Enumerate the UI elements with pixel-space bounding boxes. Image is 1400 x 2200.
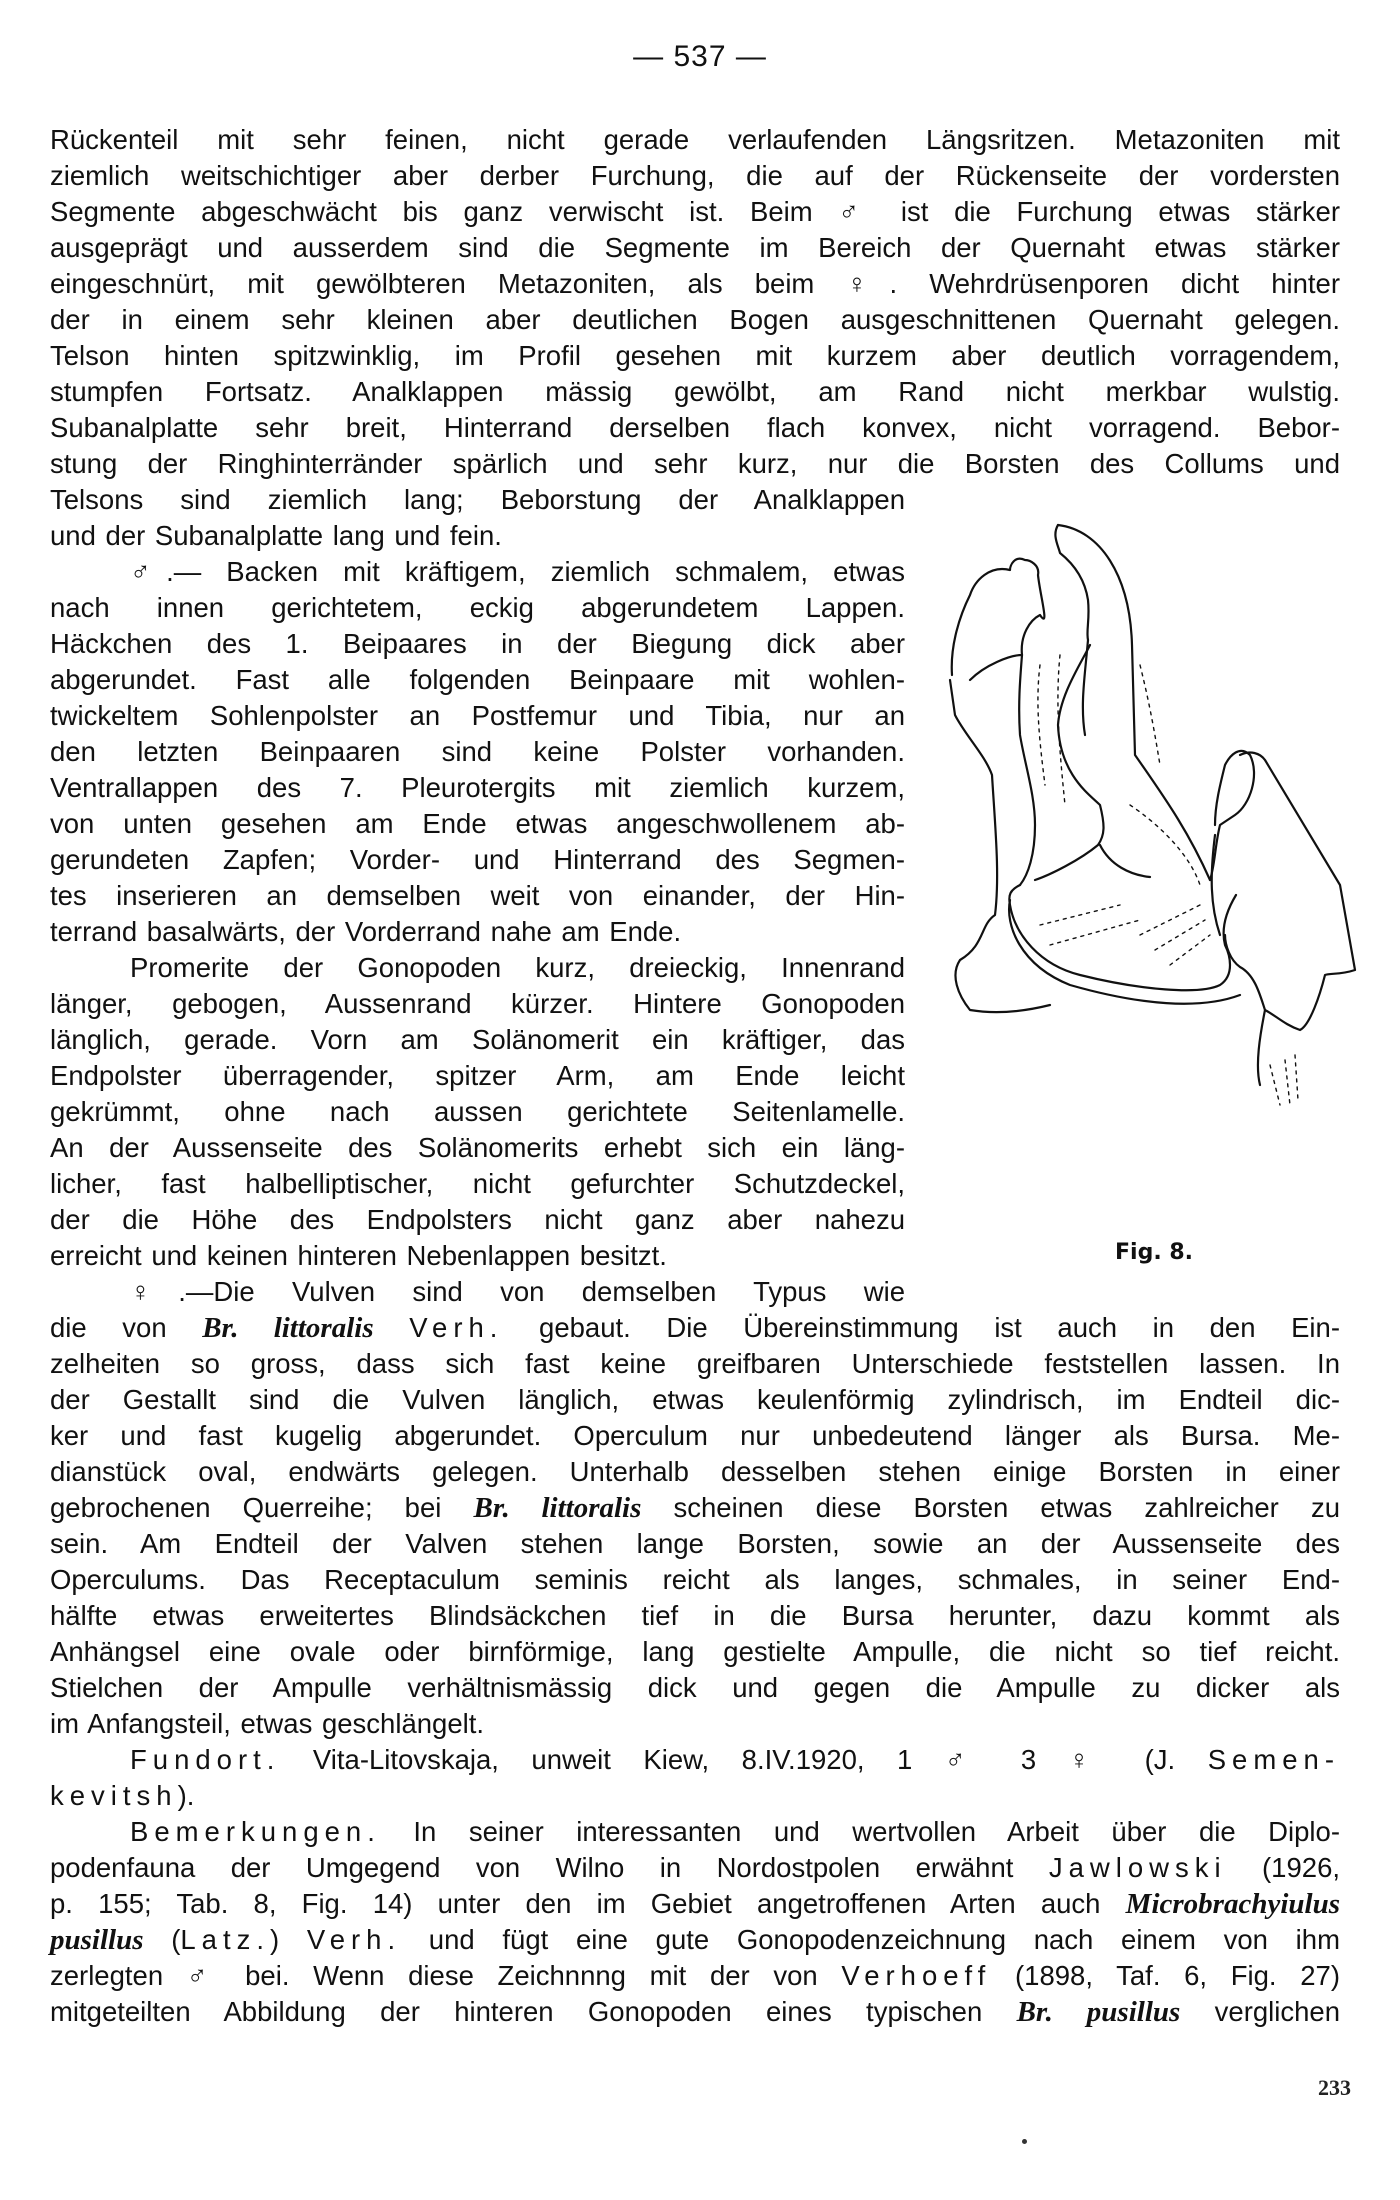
fundort-line-2: [50, 1778, 1340, 1814]
text-line-52: [50, 1958, 1340, 1994]
text-segment: die von: [50, 1312, 203, 1343]
text-line-39: [50, 1490, 1340, 1526]
text-line: Promerite der Gonopoden kurz, dreieckig, Innenrand: [130, 952, 905, 983]
text-segment: gebrochenen Querreihe; bei: [50, 1492, 474, 1523]
text-line: der Gestallt sind die Vulven länglich, etwas keulenförmig zylindrisch, im Endteil dic-: [50, 1384, 1340, 1415]
text-segment: ).: [177, 1780, 195, 1811]
text-line: und der Subanalplatte lang und fein.: [50, 520, 502, 551]
text-line: stung der Ringhinterränder spärlich und sehr kurz, nur die Borsten des Collums und: [50, 448, 1340, 479]
text-segment: (: [143, 1924, 181, 1955]
fundort-label: Fundort.: [130, 1744, 281, 1775]
text-line: ♀.—Die Vulven sind von demselben Typus wie: [130, 1276, 905, 1307]
bemerkungen-label: Bemerkungen.: [130, 1816, 381, 1847]
collector-name: Semen-: [1207, 1744, 1340, 1775]
species-name: Br. littoralis: [202, 1312, 374, 1344]
page-number: — 537 —: [633, 40, 767, 73]
species-name: pusillus: [50, 1924, 144, 1956]
text-line: licher, fast halbelliptischer, nicht gefurchter Schutzdeckel,: [50, 1168, 905, 1199]
text-line: nach innen gerichtetem, eckig abgerundetem Lappen.: [50, 592, 905, 623]
fundort-line: [50, 1742, 1340, 1778]
species-name: Microbrachyiulus: [1125, 1888, 1340, 1920]
author-name: Verhoeff: [841, 1960, 992, 1991]
author-name: Jawlowski: [1048, 1852, 1227, 1883]
text-segment: (1898, Taf. 6, Fig. 27): [991, 1960, 1340, 1991]
text-line-50: [50, 1886, 1340, 1922]
text-line: abgerundet. Fast alle folgenden Beinpaare mit wohlen-: [50, 664, 905, 695]
text-line: Rückenteil mit sehr feinen, nicht gerade verlaufenden Längsritzen. Metazoniten mit: [50, 124, 1340, 155]
text-line: gekrümmt, ohne nach aussen gerichtete Seitenlamelle.: [50, 1096, 905, 1127]
text-line: im Anfangsteil, etwas geschlängelt.: [50, 1708, 485, 1739]
text-line: twickeltem Sohlenpolster an Postfemur und Tibia, nur an: [50, 700, 905, 731]
text-line: Operculums. Das Receptaculum seminis reicht als langes, schmales, in seiner End-: [50, 1564, 1340, 1595]
text-segment: podenfauna der Umgegend von Wilno in Nordostpolen erwähnt: [50, 1852, 1049, 1883]
text-line: ker und fast kugelig abgerundet. Operculum nur unbedeutend länger als Bursa. Me-: [50, 1420, 1340, 1451]
text-line: sein. Am Endteil der Valven stehen lange Borsten, sowie an der Aussenseite des: [50, 1528, 1340, 1559]
text-line: Häckchen des 1. Beipaares in der Biegung dick aber: [50, 628, 905, 659]
text-line: Subanalplatte sehr breit, Hinterrand derselben flach konvex, nicht vorragend. Bebor-: [50, 412, 1340, 443]
text-line: Segmente abgeschwächt bis ganz verwischt ist. Beim ♂ ist die Furchung etwas stärker: [50, 196, 1340, 227]
text-segment: [374, 1312, 410, 1343]
text-line: Telson hinten spitzwinklig, im Profil gesehen mit kurzem aber deutlich vorragendem,: [50, 340, 1340, 371]
text-segment: gebaut. Die Übereinstimmung ist auch in den Ein-: [503, 1312, 1340, 1343]
text-segment: mitgeteilten Abbildung der hinteren Gonopoden eines typischen: [50, 1996, 1017, 2027]
figure-caption: Fig. 8.: [1115, 1240, 1193, 1265]
author-name: Verh.: [409, 1312, 504, 1343]
text-line: ziemlich weitschichtiger aber derber Furchung, die auf der Rückenseite der vordersten: [50, 160, 1340, 191]
text-line: Endpolster überragender, spitzer Arm, am Ende leicht: [50, 1060, 905, 1091]
text-line: länger, gebogen, Aussenrand kürzer. Hintere Gonopoden: [50, 988, 905, 1019]
text-line: Anhängsel eine ovale oder birnförmige, lang gestielte Ampulle, die nicht so tief reicht.: [50, 1636, 1340, 1667]
text-line: den letzten Beinpaaren sind keine Polster vorhanden.: [50, 736, 905, 767]
text-line: Telsons sind ziemlich lang; Beborstung der Analklappen: [50, 484, 905, 515]
text-line: stumpfen Fortsatz. Analklappen mässig gewölbt, am Rand nicht merkbar wulstig.: [50, 376, 1340, 407]
text-line: erreicht und keinen hinteren Nebenlappen besitzt.: [50, 1240, 667, 1271]
species-name: Br. pusillus: [1016, 1996, 1181, 2028]
author-name: Verh.: [306, 1924, 402, 1955]
gonopod-figure: [940, 505, 1360, 1245]
text-line: terrand basalwärts, der Vorderrand nahe am Ende.: [50, 916, 682, 947]
text-line: länglich, gerade. Vorn am Solänomerit ein kräftiger, das: [50, 1024, 905, 1055]
species-name: Br. littoralis: [473, 1492, 642, 1524]
text-segment: p. 155; Tab. 8, Fig. 14) unter den im Gebiet angetroffenen Arten auch: [50, 1888, 1126, 1919]
text-segment: zerlegten ♂ bei. Wenn diese Zeichnnng mit der von: [50, 1960, 842, 1991]
text-segment: ): [270, 1924, 307, 1955]
text-line: An der Aussenseite des Solänomerits erhebt sich ein läng-: [50, 1132, 905, 1163]
library-stamp-number: 233: [1318, 2075, 1351, 2100]
text-segment: scheinen diese Borsten etwas zahlreicher zu: [641, 1492, 1340, 1523]
text-line-34: [50, 1310, 1340, 1346]
scan-speck: [1022, 2139, 1027, 2144]
text-segment: Vita-Litovskaja, unweit Kiew, 8.IV.1920, 1 ♂ 3 ♀ (J.: [280, 1744, 1208, 1775]
text-line: dianstück oval, endwärts gelegen. Unterhalb desselben stehen einige Borsten in einer: [50, 1456, 1340, 1487]
text-line: Ventrallappen des 7. Pleurotergits mit ziemlich kurzem,: [50, 772, 905, 803]
text-segment: In seiner interessanten und wertvollen Arbeit über die Diplo-: [380, 1816, 1340, 1847]
author-name: Latz.: [180, 1924, 270, 1955]
gonopod-outline: [950, 525, 1355, 1085]
text-line: ausgeprägt und ausserdem sind die Segmente im Bereich der Quernaht etwas stärker: [50, 232, 1340, 263]
text-line: der in einem sehr kleinen aber deutlichen Bogen ausgeschnittenen Quernaht gelegen.: [50, 304, 1340, 335]
text-segment: und fügt eine gute Gonopodenzeichnung nach einem von ihm: [401, 1924, 1340, 1955]
text-line: Stielchen der Ampulle verhältnismässig dick und gegen die Ampulle zu dicker als: [50, 1672, 1340, 1703]
text-segment: verglichen: [1180, 1996, 1340, 2027]
gonopod-shading: [1038, 655, 1298, 1105]
text-line: von unten gesehen am Ende etwas angeschwollenem ab-: [50, 808, 905, 839]
text-line-51: [50, 1922, 1340, 1958]
collector-name: kevitsh: [50, 1780, 178, 1811]
text-line: der die Höhe des Endpolsters nicht ganz aber nahezu: [50, 1204, 905, 1235]
text-line: gerundeten Zapfen; Vorder- und Hinterrand des Segmen-: [50, 844, 905, 875]
text-segment: (1926,: [1226, 1852, 1341, 1883]
bemerkungen-line: [50, 1814, 1340, 1850]
text-line: hälfte etwas erweitertes Blindsäckchen tief in die Bursa herunter, dazu kommt als: [50, 1600, 1340, 1631]
text-line: tes inserieren an demselben weit von einander, der Hin-: [50, 880, 905, 911]
text-line: zelheiten so gross, dass sich fast keine greifbaren Unterschiede feststellen lassen. In: [50, 1348, 1340, 1379]
text-line: eingeschnürt, mit gewölbteren Metazoniten, als beim ♀. Wehrdrüsenporen dicht hinter: [50, 268, 1340, 299]
text-line-53: [50, 1994, 1340, 2030]
text-line-49: [50, 1850, 1340, 1886]
text-line: ♂.— Backen mit kräftigem, ziemlich schmalem, etwas: [130, 556, 905, 587]
